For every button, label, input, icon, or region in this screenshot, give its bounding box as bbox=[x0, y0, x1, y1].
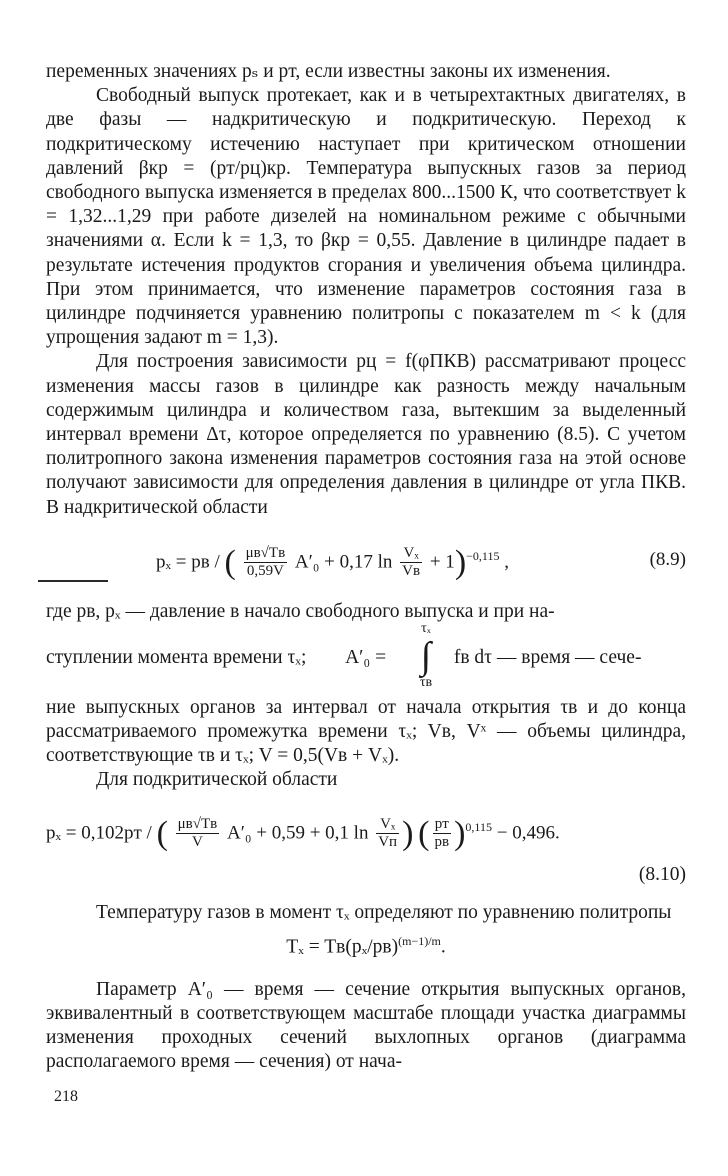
integral-body: fв dτ bbox=[453, 646, 493, 668]
margin-dash bbox=[38, 580, 108, 582]
where-line-1: где pв, pₓ — давление в начало свободного выпуска и при на- bbox=[46, 600, 555, 622]
formula-8-9-tail: + 1 bbox=[429, 551, 455, 573]
formula-8-10-lhs: pₓ = 0,102pт / bbox=[46, 822, 152, 843]
formula-8-9-exponent: −0,115 bbox=[466, 548, 500, 563]
where-line-2: ступлении момента времени τₓ; A′₀ = fв dτ — время — сече- bbox=[46, 646, 642, 668]
where-clause bbox=[46, 600, 686, 696]
paragraph-5: Для подкритической области bbox=[96, 769, 338, 791]
integral-lower-limit: τв bbox=[419, 674, 433, 690]
equation-number-8-10: (8.10) bbox=[638, 863, 686, 885]
paragraph-3: Для построения зависимости pц = f(φПКВ) рассматривают процесс изменения массы газов в цилиндре как разность между начальным содержимым цилиндра и количеством газа, вытекшим за выделенный интервал времени Δτ, которое определяется по уравнению (8.5). С учетом политропного закона изменения параметров состояния газа на этой основе получают зависимости для определения давления в цилиндре от угла ПКВ. В надкритической области bbox=[46, 351, 686, 518]
formula-8-9-middle: A′₀ + 0,17 ln bbox=[294, 551, 393, 573]
formula-8-9-lhs: pₓ = pв / bbox=[156, 551, 220, 573]
formula-8-10-middle: A′₀ + 0,59 + 0,1 ln bbox=[227, 822, 369, 843]
formula-8-9-fraction: $\frac{\mu в√Tв}{0,59V}$ bbox=[245, 545, 286, 580]
integral: τₓ ∫ τв bbox=[419, 620, 433, 690]
formula-8-10-exponent: 0,115 bbox=[465, 819, 492, 834]
paragraph-2: Свободный выпуск протекает, как и в четырехтактных двигателях, в две фазы — надкритическую и подкритическую. Переход к подкритическому истечению наступает при критическом отношении давлений βкр = (pт/pц)кр. Температура выпускных газов за период свободного выпуска изменяется в пределах 800...1500 К, что соответствует k = 1,32...1,29 при работе дизелей на номинальном режиме с обычными значениями α. Если k = 1,3, то βкр = 0,55. Давление в цилиндре падает в результате истечения продуктов сгорания и увеличения объема цилиндра. При этом принимается, что изменение параметров состояния газа в цилиндре подчиняется уравнению политропы с показателем m < k (для упрощения задают m = 1,3). bbox=[46, 85, 686, 349]
page-number: 218 bbox=[54, 1088, 78, 1105]
paragraph-1: переменных значениях pₛ и pт, если известны законы их изменения. bbox=[46, 61, 611, 82]
integral-lhs: A′₀ = bbox=[345, 646, 387, 668]
formula-8-9: pₓ = pв / ( $\frac{\mu в√Tв}{0,59V}$ A′₀ + 0,17 ln $\frac{\text{Vₓ}}{Vв}$ + 1)$^{-0,115}$ , (8.9) bbox=[46, 532, 686, 590]
formula-8-10: pₓ = 0,102pт / ( $\frac{\mu в√Tв}{V}$ A′₀ + 0,59 + 0,1 ln $\frac{\text{Vₓ}}{Vп}$ ) ( $\frac{pт}{pв}$ )$^{0,115}$ − 0,496. bbox=[46, 814, 560, 852]
paragraph-6: Температуру газов в момент τₓ определяют по уравнению политропы bbox=[96, 901, 672, 923]
page-text bbox=[46, 60, 686, 1075]
paragraph-7: Параметр A′₀ — время — сечение открытия выпускных органов, эквивалентный в соответствующем масштабе площади участка диаграммы изменения проходных сечений выхлопных органов (диаграмма располагаемого время — сечения) от нача- bbox=[46, 978, 686, 1073]
paragraph-4: ние выпускных органов за интервал от начала открытия τв и до конца рассматриваемого промежутка времени τₓ; Vв, Vˣ — объемы цилиндра, соответствующие τв и τₓ; V = 0,5(Vв + Vₓ). bbox=[46, 696, 686, 767]
formula-8-10-tail: − 0,496. bbox=[496, 822, 560, 843]
polytrope-formula: $T_x = Tв(p_x/pв)^{(m-1)/m}$. bbox=[286, 934, 446, 958]
formula-8-9-volume-ratio: $\frac{\text{Vₓ}}{Vв}$ bbox=[402, 545, 421, 580]
integral-upper-limit: τₓ bbox=[421, 620, 431, 636]
equation-number-8-9: (8.9) bbox=[649, 548, 686, 570]
